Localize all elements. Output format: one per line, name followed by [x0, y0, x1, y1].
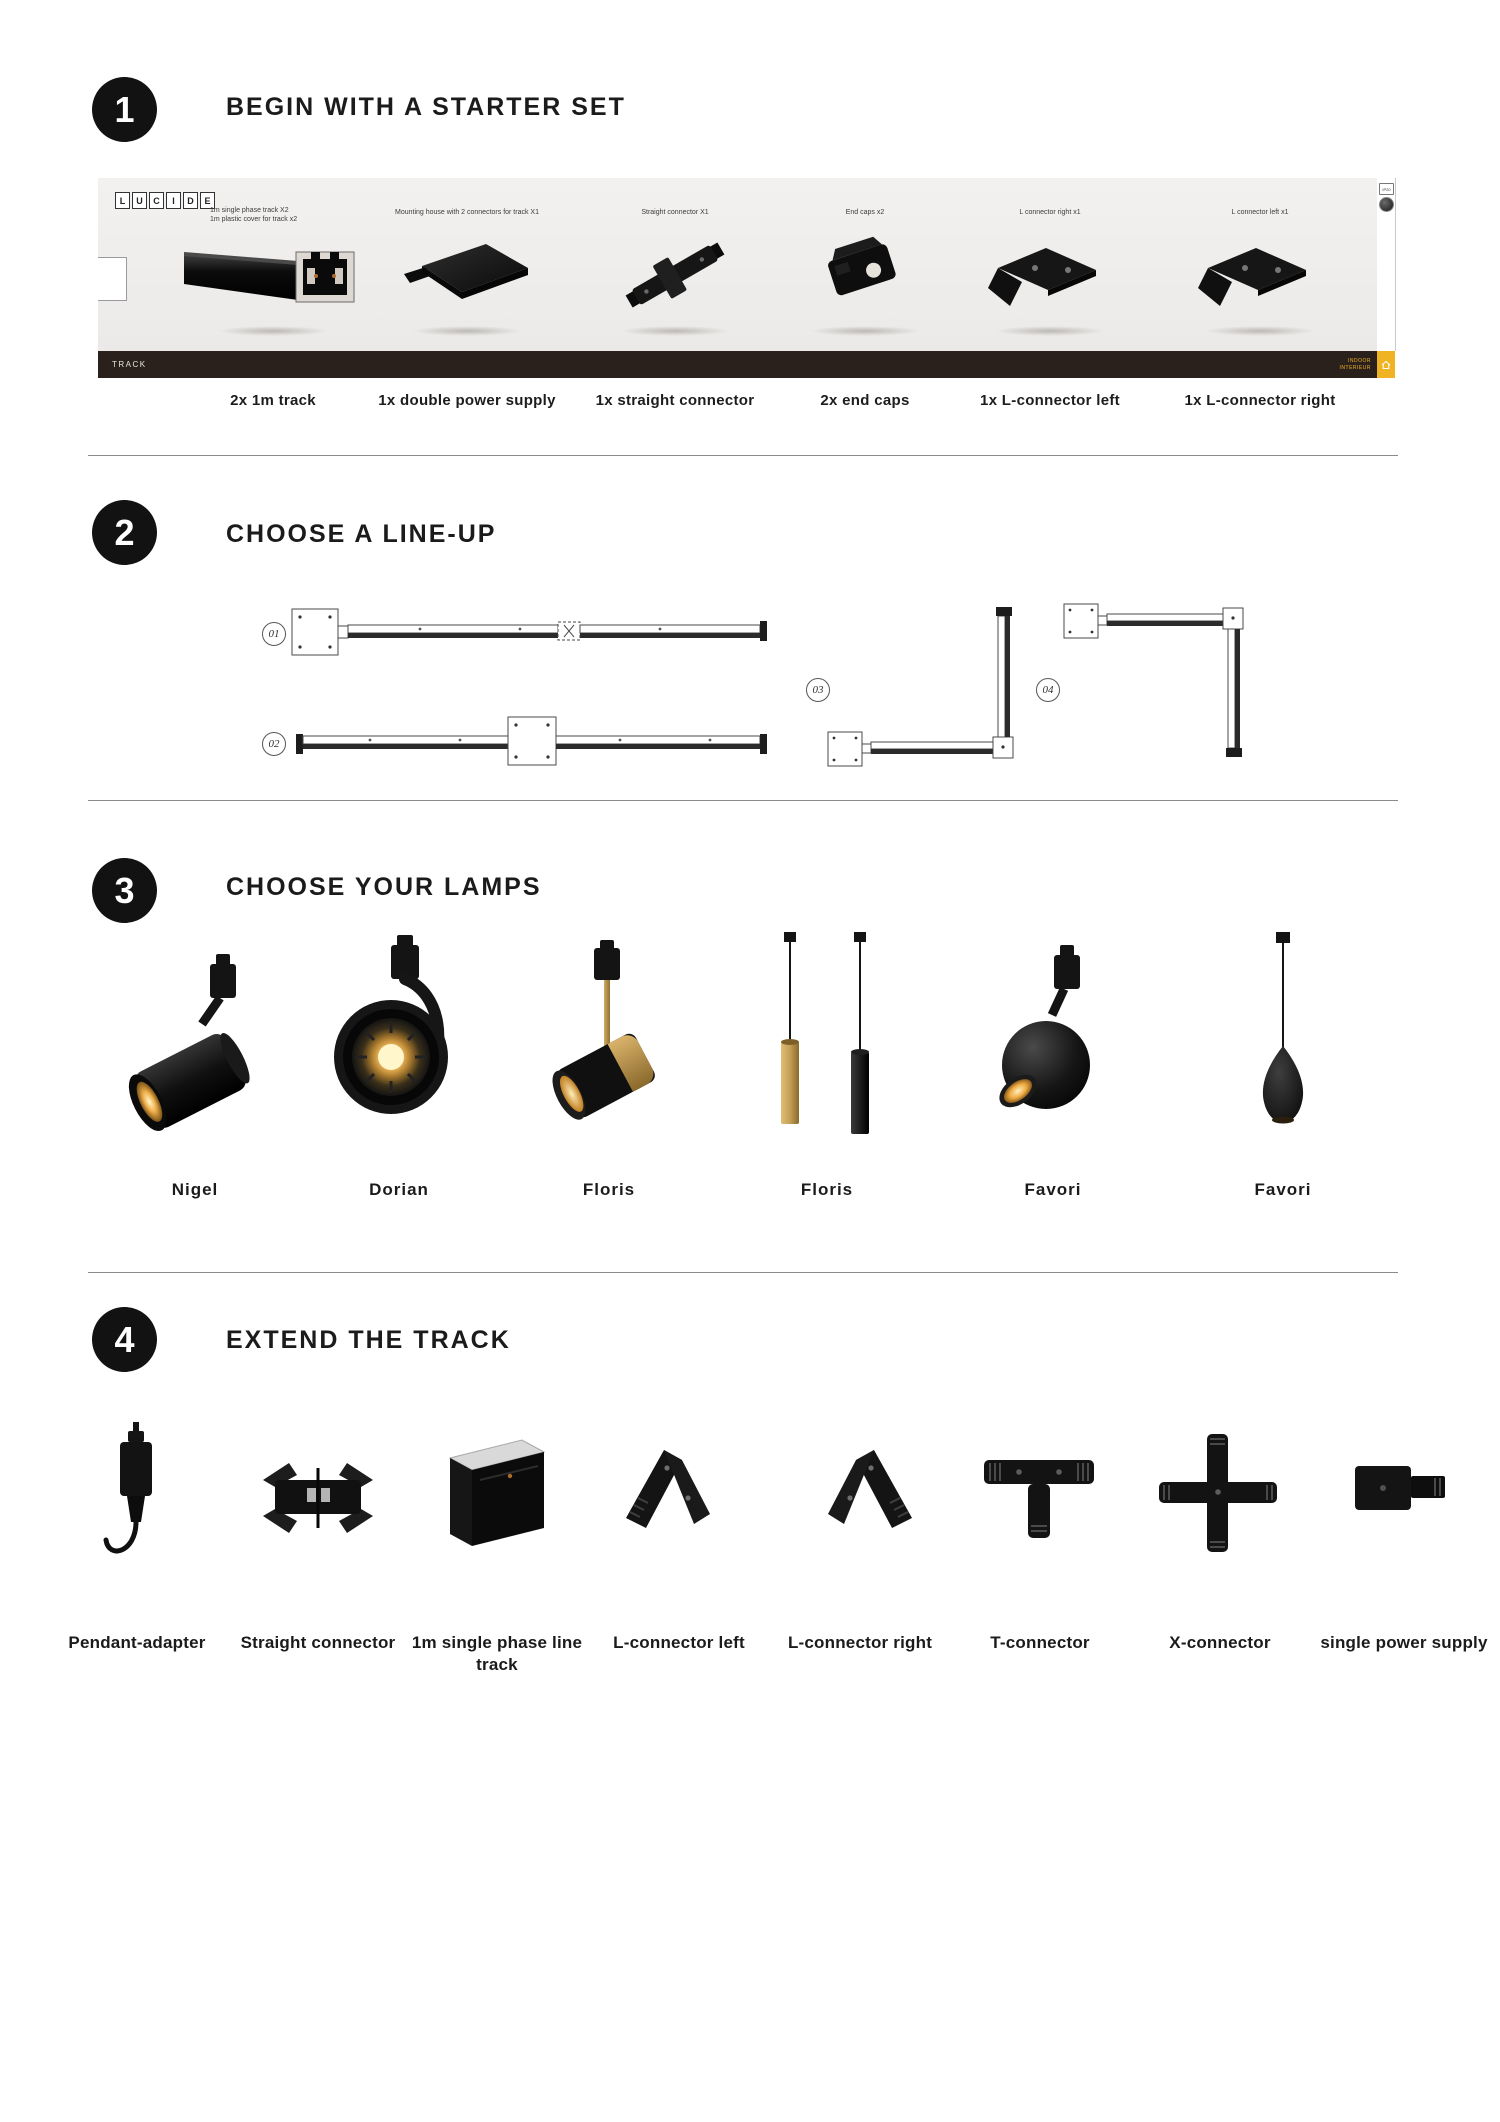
l-connector-left-image — [1190, 228, 1330, 323]
track-profile-image — [178, 228, 368, 323]
shadow — [995, 326, 1105, 336]
lineup-03-label: 03 — [806, 678, 830, 702]
indoor-line2: INTERIEUR — [1339, 364, 1371, 371]
home-badge — [1377, 351, 1395, 378]
label-track-line1: 1m single phase track X2 — [210, 207, 289, 214]
single-power-supply-image — [1327, 1420, 1477, 1580]
shadow — [412, 326, 522, 336]
line-track-image — [422, 1420, 572, 1580]
brand-letter: E — [200, 192, 215, 209]
step-3-badge: 3 — [92, 858, 157, 923]
lineup-02-label: 02 — [262, 732, 286, 756]
step-4-badge: 4 — [92, 1307, 157, 1372]
lineup-04-diagram — [1058, 598, 1258, 773]
caption-double-power-supply: 1x double power supply — [378, 392, 556, 409]
brand-letter: U — [132, 192, 147, 209]
section-divider — [88, 1272, 1398, 1273]
section-divider — [88, 455, 1398, 456]
brand-letter: L — [115, 192, 130, 209]
lamp-floris-pendant-image — [732, 930, 922, 1150]
mounting-box-image — [392, 230, 542, 325]
caption-track: 2x 1m track — [230, 392, 316, 409]
brand-logo — [115, 192, 215, 209]
x-connector-image — [1143, 1420, 1293, 1580]
brand-letter: C — [149, 192, 164, 209]
lamp-name-floris-track: Floris — [582, 1180, 636, 1199]
t-connector-image — [964, 1420, 1114, 1580]
lineup-02-diagram — [290, 710, 776, 772]
track-bar — [98, 351, 1395, 378]
indoor-line1: INDOOR — [1348, 358, 1371, 364]
cropped-box-outline — [98, 257, 127, 301]
track-bar-label: TRACK — [112, 360, 147, 369]
label-mounting-box: Mounting house with 2 connectors for track X1 — [395, 209, 539, 216]
lamp-name-floris-pendant: Floris — [800, 1180, 854, 1199]
shadow — [620, 326, 730, 336]
straight-connector-image — [610, 230, 740, 325]
label-l-connector-right: L connector right x1 — [1019, 209, 1081, 216]
starter-set-panel — [98, 178, 1395, 378]
l-connector-right-image — [980, 228, 1120, 323]
lamp-favori-pendant-image — [1208, 930, 1358, 1150]
lineup-01-diagram — [290, 603, 776, 661]
label-track-line2: 1m plastic cover for track x2 — [210, 216, 298, 224]
step-1-badge: 1 — [92, 77, 157, 142]
step-4-title: EXTEND THE TRACK — [226, 1326, 511, 1354]
end-caps-image — [810, 233, 920, 318]
lamp-name-dorian: Dorian — [369, 1180, 429, 1199]
l-connector-left-ext-image — [604, 1420, 754, 1580]
caption-straight-connector: 1x straight connector — [595, 392, 755, 409]
lamp-name-favori-track: Favori — [1024, 1180, 1082, 1199]
label-l-connector-left: L connector left x1 — [1231, 209, 1289, 216]
lineup-03-diagram — [822, 598, 1022, 778]
section-divider — [88, 800, 1398, 801]
lamp-floris-track-image — [534, 940, 684, 1155]
ext-label-t-connector: T-connector — [990, 1633, 1090, 1652]
step-2-title: CHOOSE A LINE-UP — [226, 520, 497, 548]
caption-l-connector-right: 1x L-connector right — [1184, 392, 1336, 409]
ext-label-single-power-supply: single power supply — [1320, 1633, 1488, 1652]
step-3-title: CHOOSE YOUR LAMPS — [226, 873, 542, 901]
lamp-name-nigel: Nigel — [171, 1180, 219, 1199]
shadow — [1205, 326, 1315, 336]
ext-label-x-connector: X-connector — [1169, 1633, 1271, 1652]
lineup-01-label: 01 — [262, 622, 286, 646]
starter-set-packshot — [98, 178, 1377, 351]
home-icon — [1380, 359, 1392, 371]
straight-connector-ext-image — [243, 1420, 393, 1580]
ext-label-l-connector-right: L-connector right — [787, 1633, 933, 1652]
brand-letter: I — [166, 192, 181, 209]
step-2-badge: 2 — [92, 500, 157, 565]
shadow — [810, 326, 920, 336]
lamp-nigel-image — [110, 950, 280, 1165]
ext-label-line-track: 1m single phase line track — [411, 1633, 583, 1675]
step-1-title: BEGIN WITH A STARTER SET — [226, 93, 626, 121]
label-straight-connector: Straight connector X1 — [641, 209, 709, 216]
lamp-dorian-image — [309, 935, 489, 1150]
packshot-sidebar — [1377, 178, 1396, 351]
label-end-caps: End caps x2 — [845, 209, 885, 216]
lamp-name-favori-pendant: Favori — [1254, 1180, 1312, 1199]
label-track — [210, 206, 297, 225]
indoor-text — [1340, 358, 1371, 371]
lineup-04-label: 04 — [1036, 678, 1060, 702]
ext-label-l-connector-left: L-connector left — [613, 1633, 745, 1652]
ip-rating-badge: IP20 — [1379, 183, 1394, 195]
lamp-favori-track-image — [968, 945, 1138, 1160]
brand-letter: D — [183, 192, 198, 209]
ext-label-straight-connector: Straight connector — [240, 1633, 396, 1652]
shadow — [218, 326, 328, 336]
caption-end-caps: 2x end caps — [820, 392, 910, 409]
pendant-adapter-image — [61, 1420, 211, 1580]
ext-label-pendant-adapter: Pendant-adapter — [68, 1633, 206, 1652]
socket-icon — [1379, 197, 1394, 212]
caption-l-connector-left: 1x L-connector left — [980, 392, 1120, 409]
l-connector-right-ext-image — [784, 1420, 934, 1580]
